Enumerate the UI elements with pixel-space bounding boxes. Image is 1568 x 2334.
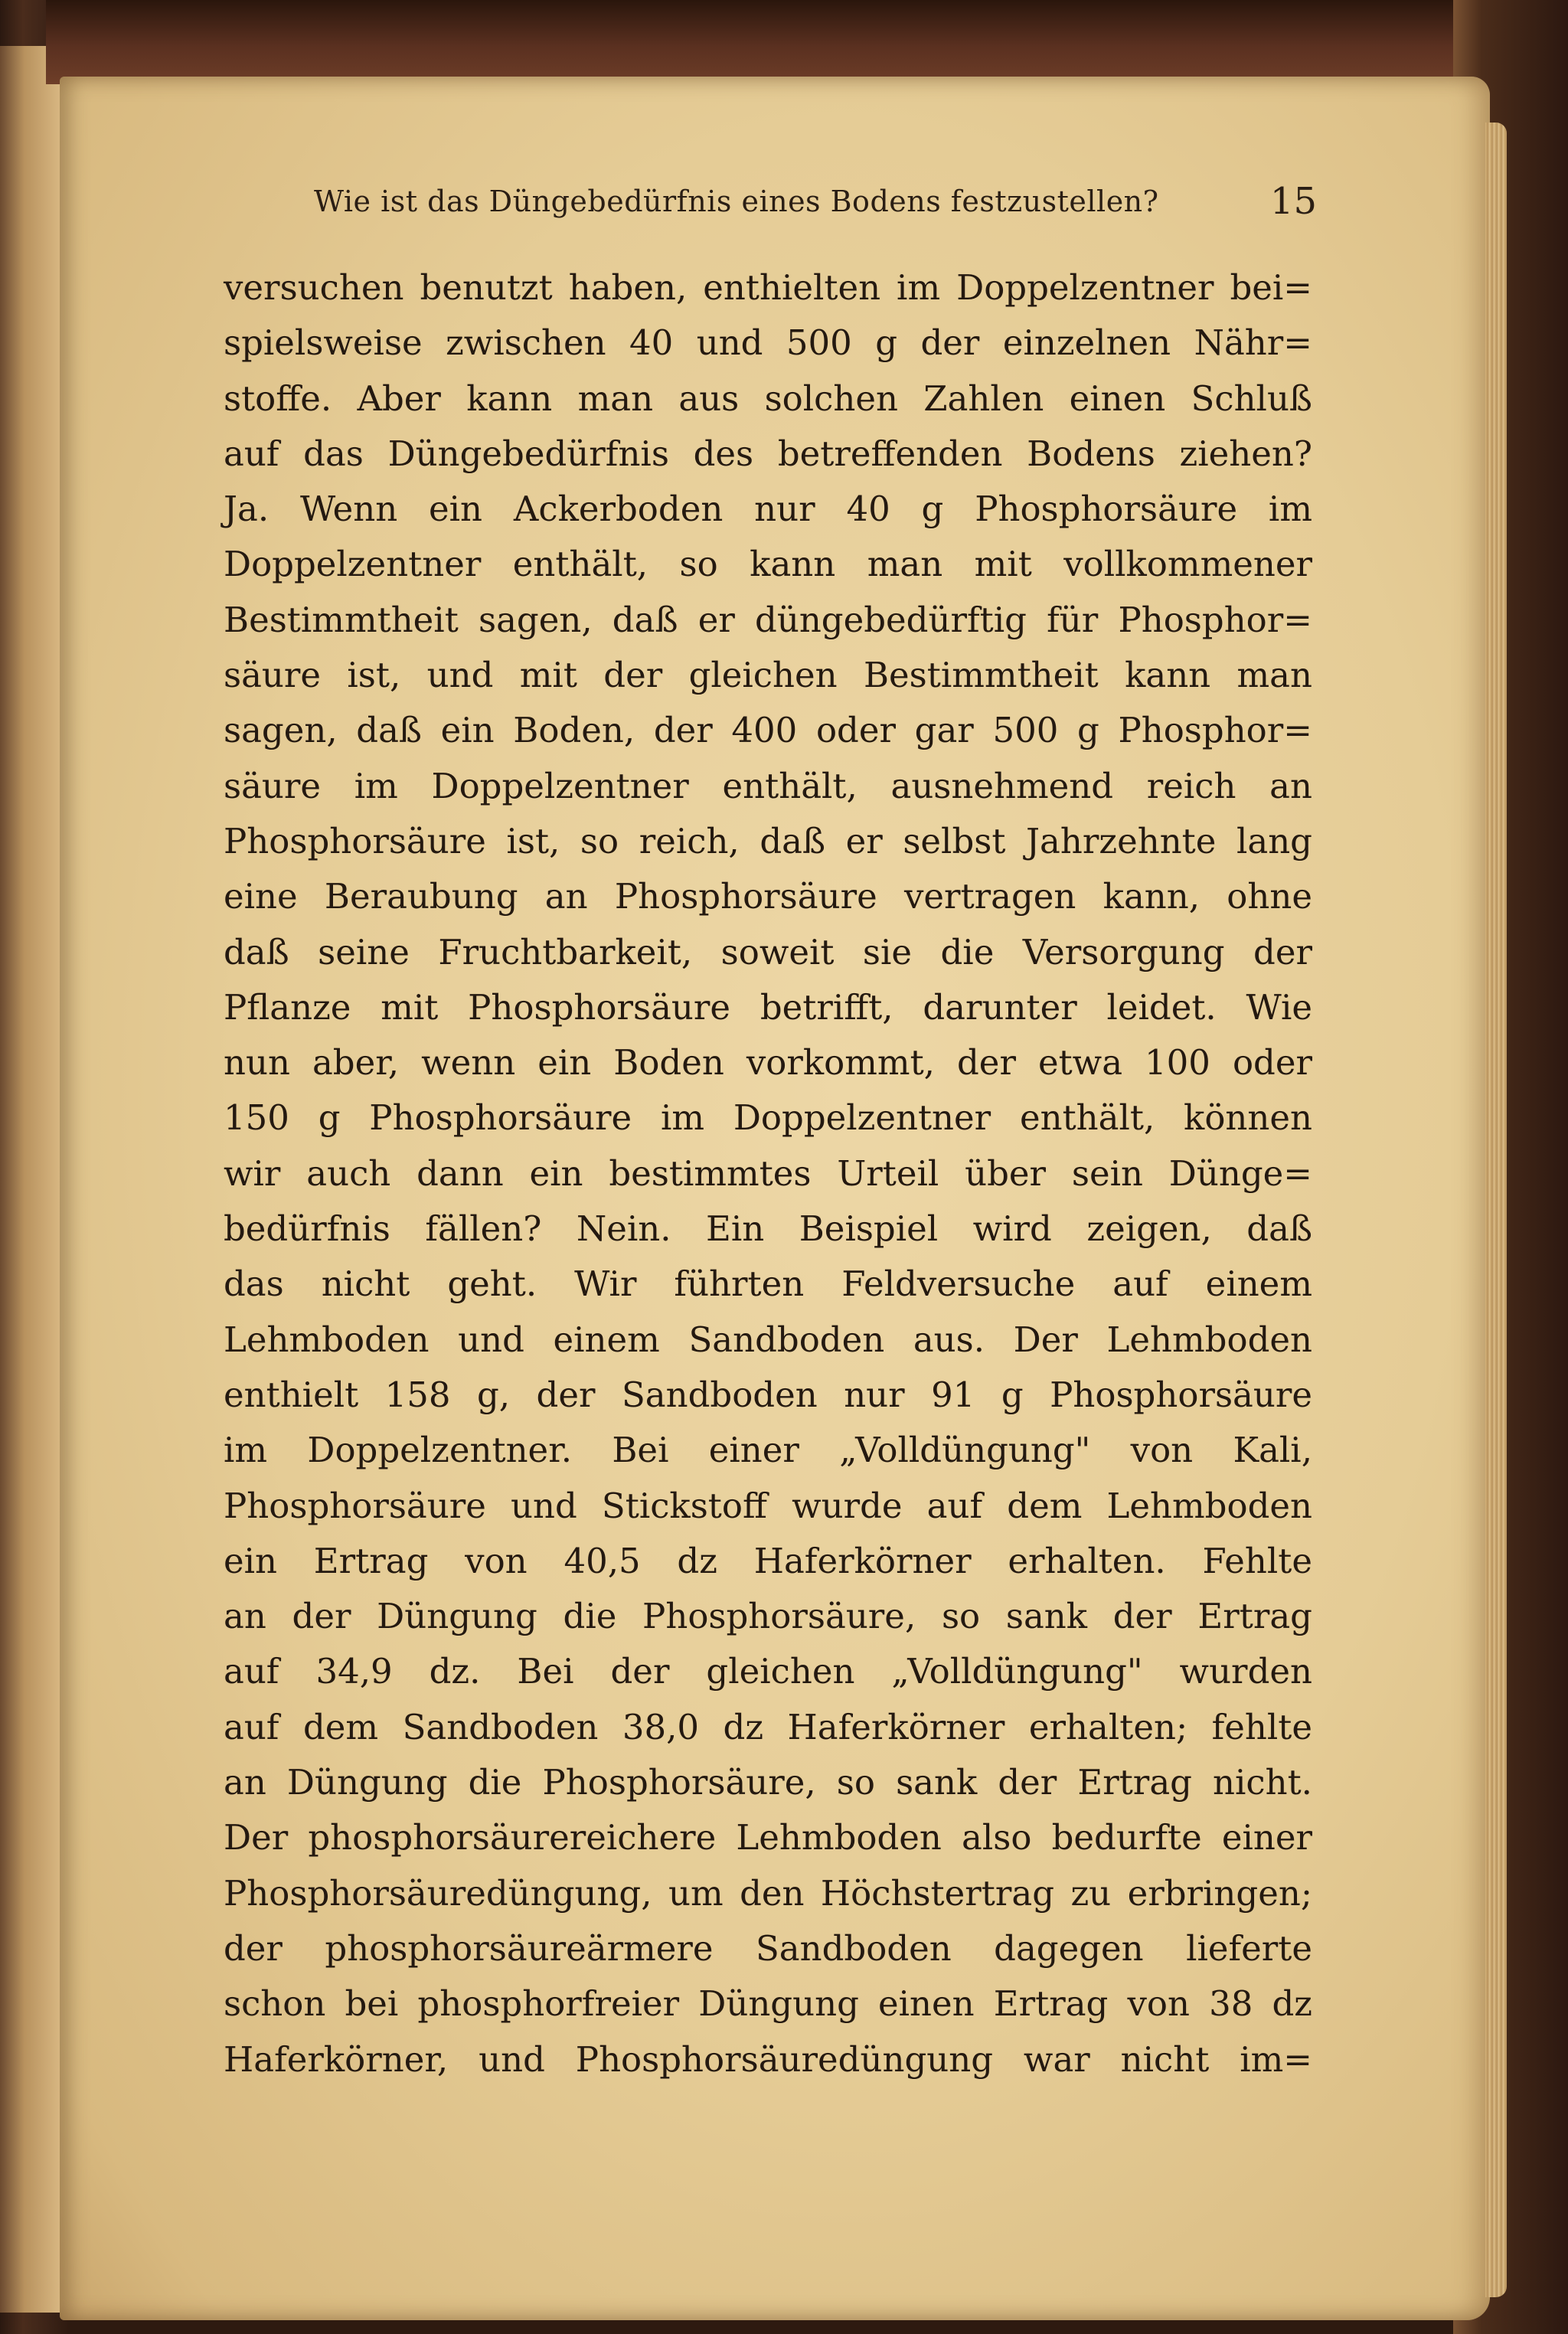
text-line: Haferkörner, und Phosphorsäuredüngung war nicht im= (224, 2038, 1312, 2080)
text-line: eine Beraubung an Phosphorsäure vertragen kann, ohne (224, 876, 1312, 917)
text-line: stoffe. Aber kann man aus solchen Zahlen einen Schluß (224, 378, 1312, 419)
text-line: säure im Doppelzentner enthält, ausnehmend reich an (224, 765, 1312, 806)
text-line: auf 34,9 dz. Bei der gleichen „Volldüngung" wurden (224, 1651, 1312, 1692)
text-line: der phosphorsäureärmere Sandboden dagegen lieferte (224, 1927, 1312, 1969)
text-line: Ja. Wenn ein Ackerboden nur 40 g Phosphorsäure im (224, 489, 1312, 530)
text-line: Phosphorsäure ist, so reich, daß er selbst Jahrzehnte lang (224, 820, 1312, 861)
text-line: auf dem Sandboden 38,0 dz Haferkörner erhalten; fehlte (224, 1706, 1312, 1747)
text-line: das nicht geht. Wir führten Feldversuche auf einem (224, 1263, 1312, 1305)
text-line: spielsweise zwischen 40 und 500 g der einzelnen Nähr= (224, 322, 1312, 364)
text-line: Lehmboden und einem Sandboden aus. Der Lehmboden (224, 1319, 1312, 1360)
text-line: an Düngung die Phosphorsäure, so sank der Ertrag nicht. (224, 1762, 1312, 1803)
text-line: im Doppelzentner. Bei einer „Volldüngung" von Kali, (224, 1430, 1312, 1471)
text-line: Pflanze mit Phosphorsäure betrifft, darunter leidet. Wie (224, 986, 1312, 1028)
text-line: Der phosphorsäurereichere Lehmboden also bedurfte einer (224, 1817, 1312, 1858)
page-stack-edges (1485, 123, 1507, 2297)
page-header (230, 180, 1317, 234)
text-line: Bestimmtheit sagen, daß er düngebedürftig für Phosphor= (224, 599, 1312, 640)
text-line: auf das Düngebedürfnis des betreffenden Bodens ziehen? (224, 433, 1312, 474)
text-line: nun aber, wenn ein Boden vorkommt, der etwa 100 oder (224, 1042, 1312, 1084)
text-line: an der Düngung die Phosphorsäure, so sank der Ertrag (224, 1596, 1312, 1637)
book-cover-top-edge (46, 0, 1501, 84)
text-line: schon bei phosphorfreier Düngung einen Ertrag von 38 dz (224, 1983, 1312, 2025)
text-line: Doppelzentner enthält, so kann man mit vollkommener (224, 544, 1312, 585)
running-title: Wie ist das Düngebedürfnis eines Bodens festzustellen? (314, 185, 1159, 218)
text-line: Phosphorsäure und Stickstoff wurde auf dem Lehmboden (224, 1485, 1312, 1526)
text-line: ein Ertrag von 40,5 dz Haferkörner erhalten. Fehlte (224, 1540, 1312, 1581)
text-line: säure ist, und mit der gleichen Bestimmtheit kann man (224, 655, 1312, 696)
page-number: 15 (1269, 180, 1317, 223)
body-text (224, 260, 1312, 2087)
text-line: Phosphorsäuredüngung, um den Höchstertrag zu erbringen; (224, 1872, 1312, 1914)
text-line: versuchen benutzt haben, enthielten im Doppelzentner bei= (224, 267, 1312, 308)
text-line: sagen, daß ein Boden, der 400 oder gar 500 g Phosphor= (224, 710, 1312, 751)
facing-page-edge (0, 46, 61, 2313)
text-line: daß seine Fruchtbarkeit, soweit sie die Versorgung der (224, 931, 1312, 972)
text-line: 150 g Phosphorsäure im Doppelzentner enthält, können (224, 1097, 1312, 1139)
text-line: bedürfnis fällen? Nein. Ein Beispiel wird zeigen, daß (224, 1208, 1312, 1250)
text-line: enthielt 158 g, der Sandboden nur 91 g Phosphorsäure (224, 1374, 1312, 1415)
text-line: wir auch dann ein bestimmtes Urteil über sein Dünge= (224, 1152, 1312, 1194)
